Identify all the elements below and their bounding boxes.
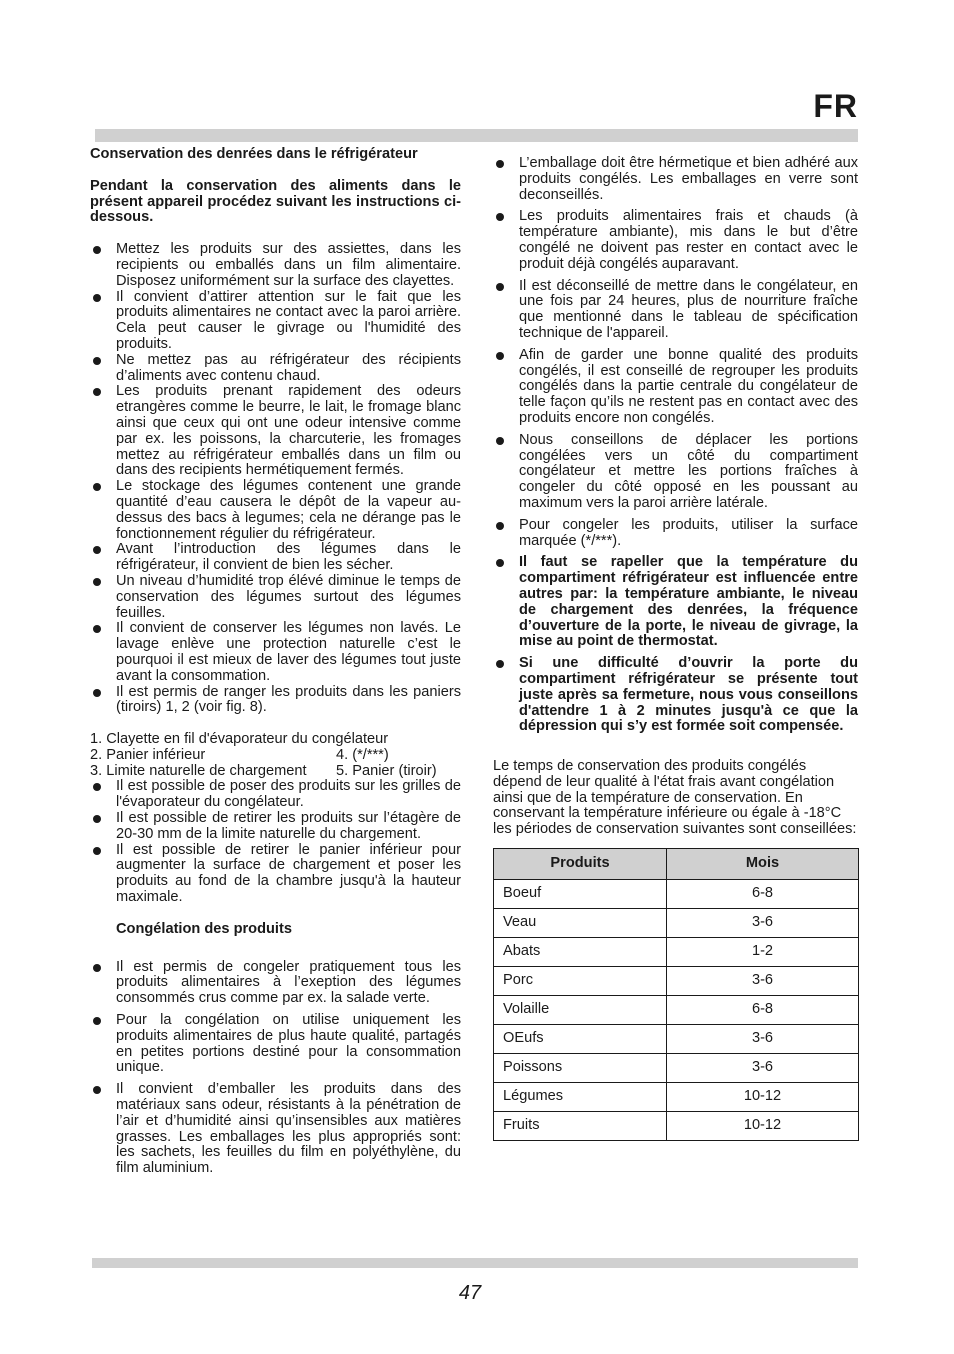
figure-legend xyxy=(90,732,461,779)
warning-item: Il faut se rapeller que la température du compartiment réfrigérateur est influencée entre autres par: la température ambiante, le niveau de chargement des denrées, la fréquence d’ouverture de la porte, le niveau de givrage, la mise au point de thermostat. xyxy=(493,555,858,650)
list-item: Il est possible de retirer le panier inférieur pour augmenter la surface de chargement et poser les produits au fond de la chambre jusqu'à la hauteur maximale. xyxy=(90,843,461,906)
bullet-icon xyxy=(93,1086,101,1094)
storage-table xyxy=(493,848,859,1141)
months-cell: 1-2 xyxy=(667,938,859,967)
bullet-icon xyxy=(93,847,101,855)
legend-row xyxy=(90,764,461,780)
table-row xyxy=(494,1025,859,1054)
list-item: Les produits prenant rapidement des odeurs etrangères comme le beurre, le lait, le fromage blanc ainsi que ceux qui ont une odeur intensive comme par ex. les poissons, la charcuterie, les fromages mettez au réfrigérateur emballés dans un film ou dans des recipients hermétiquement fermés. xyxy=(90,384,461,479)
table-row xyxy=(494,1083,859,1112)
storage-intro: Le temps de conservation des produits congélés dépend de leur qualité à l'état frais avant congélation ainsi que de la température de conservation. En conservant la température inférieure ou égale à -18°C les périodes de conservation suivantes sont conseillées: xyxy=(493,758,857,838)
product-cell: OEufs xyxy=(494,1025,667,1054)
footer-divider xyxy=(92,1258,858,1268)
bullet-icon xyxy=(93,546,101,554)
bullet-icon xyxy=(93,815,101,823)
months-cell: 3-6 xyxy=(667,1054,859,1083)
table-header-row xyxy=(494,849,859,880)
page-number: 47 xyxy=(458,1282,482,1304)
list-item: L’emballage doit être hérmetique et bien adhéré aux produits congélés. Les emballages en verre sont deconseillés. xyxy=(493,156,858,203)
refrigerator-tips-list xyxy=(90,242,461,716)
bullet-icon xyxy=(496,283,504,291)
bullet-icon xyxy=(93,578,101,586)
list-item: Il est possible de retirer les produits sur l’étagère de 20-30 mm de la limite naturelle du chargement. xyxy=(90,811,461,843)
bullet-icon xyxy=(93,246,101,254)
bullet-icon xyxy=(93,1017,101,1025)
warning-item: Si une difficulté d’ouvrir la porte du compartiment réfrigérateur se présente tout juste après sa fermeture, nous vous conseillons d'attendre 1 à 2 minutes jusqu'à ce que la dépression qui s’y est formée soit compensée. xyxy=(493,656,858,735)
list-item: Avant l’introduction des légumes dans le réfrigérateur, il convient de bien les sécher. xyxy=(90,542,461,574)
freezing-subheading: Congélation des produits xyxy=(116,920,292,937)
table-row xyxy=(494,967,859,996)
bullet-icon xyxy=(496,660,504,668)
list-item: Afin de garder une bonne qualité des produits congélés, il est conseillé de regrouper les produits congélés dans la partie centrale du congélateur de telle façon qu’ils ne restent pas en contact avec des produits encore non congélés. xyxy=(493,348,858,427)
column-header: Mois xyxy=(667,849,859,880)
legend-item: 3. Limite naturelle de chargement xyxy=(90,762,307,779)
list-item: Il est permis de congeler pratiquement tous les produits alimentaires à l’exeption des légumes consommés crus comme par ex. la salade verte. xyxy=(90,960,461,1007)
left-column xyxy=(90,147,461,1177)
legend-item: 1. Clayette en fil d'évaporateur du congélateur xyxy=(90,731,389,748)
product-cell: Poissons xyxy=(494,1054,667,1083)
list-item: Mettez les produits sur des assiettes, dans les recipients ou emballés dans un film alimentaire. Disposez uniformément sur la surface des clayettes. xyxy=(90,242,461,289)
list-item: Pour la congélation on utilise uniquement les produits alimentaires de plus haute qualité, partagés en petites portions destiné pour la consommation unique. xyxy=(90,1013,461,1076)
list-item: Il convient d’emballer les produits dans des matériaux sans odeur, résistants à la pénétration de l’air et d’humidité ainsi qu’insensibles aux matières grasses. Les emballages les plus appropriés sont: les sachets, les feuilles du film en polyéthylène, du film aluminium. xyxy=(90,1082,461,1177)
table-row xyxy=(494,1112,859,1141)
months-cell: 3-6 xyxy=(667,967,859,996)
bullet-icon xyxy=(93,689,101,697)
bullet-icon xyxy=(93,483,101,491)
table-row xyxy=(494,996,859,1025)
months-cell: 10-12 xyxy=(667,1112,859,1141)
product-cell: Veau xyxy=(494,909,667,938)
list-item: Il est permis de ranger les produits dans les paniers (tiroirs) 1, 2 (voir fig. 8). xyxy=(90,685,461,717)
legend-row xyxy=(90,732,461,748)
freezing-guidelines-list xyxy=(493,156,858,735)
product-cell: Abats xyxy=(494,938,667,967)
months-cell: 6-8 xyxy=(667,996,859,1025)
product-cell: Fruits xyxy=(494,1112,667,1141)
section-heading: Conservation des denrées dans le réfrigérateur xyxy=(90,146,418,162)
product-cell: Volaille xyxy=(494,996,667,1025)
right-column xyxy=(493,156,858,1141)
list-item: Le stockage des légumes contenent une grande quantité d’eau causera le dépôt de la vapeur au-dessus des bacs à legumes; cela ne dérange pas le fonctionnement régulier du réfrigérateur. xyxy=(90,479,461,542)
bullet-icon xyxy=(93,357,101,365)
list-item: Pour congeler les produits, utiliser la surface marquée (*/***). xyxy=(493,518,858,550)
shelf-tips-list xyxy=(90,779,461,905)
list-item: Il convient d’attirer attention sur le fait que les produits alimentaires ne contact avec la paroi arrière. Cela peut causer le givrage ou l'humidité des produits. xyxy=(90,290,461,353)
list-item: Il est déconseillé de mettre dans le congélateur, en une fois par 24 heures, plus de nourriture fraîche que mentionné dans le tableau de spécification technique de l'appareil. xyxy=(493,279,858,342)
months-cell: 10-12 xyxy=(667,1083,859,1112)
bullet-icon xyxy=(496,559,504,567)
section-intro: Pendant la conservation des aliments dans le présent appareil procédez suivant les instructions ci-dessous. xyxy=(90,177,461,226)
list-item: Il est possible de poser des produits sur les grilles de l'évaporateur du congélateur. xyxy=(90,779,461,811)
bullet-icon xyxy=(93,294,101,302)
bullet-icon xyxy=(496,160,504,168)
list-item: Nous conseillons de déplacer les portions congélées vers un côté du compartiment congélateur et mettre les portions fraîches à congeler du côté opposé en les poussant au maximum vers la paroi arrière latérale. xyxy=(493,433,858,512)
bullet-icon xyxy=(93,783,101,791)
bullet-icon xyxy=(496,213,504,221)
bullet-icon xyxy=(496,437,504,445)
legend-row xyxy=(90,748,461,764)
header-divider xyxy=(95,129,858,142)
bullet-icon xyxy=(93,625,101,633)
months-cell: 6-8 xyxy=(667,880,859,909)
table-row xyxy=(494,1054,859,1083)
product-cell: Boeuf xyxy=(494,880,667,909)
legend-item: 4. (*/***) xyxy=(336,746,389,763)
bullet-icon xyxy=(93,388,101,396)
list-item: Les produits alimentaires frais et chauds (à température ambiante), mis dans le but d’être congélé ne doivent pas rester en contact avec le produit déjà congélés auparavant. xyxy=(493,209,858,272)
table-row xyxy=(494,880,859,909)
legend-item: 5. Panier (tiroir) xyxy=(336,762,437,779)
legend-item: 2. Panier inférieur xyxy=(90,746,206,763)
bullet-icon xyxy=(93,964,101,972)
list-item: Ne mettez pas au réfrigérateur des récipients d’aliments avec contenu chaud. xyxy=(90,353,461,385)
months-cell: 3-6 xyxy=(667,1025,859,1054)
list-item: Il convient de conserver les légumes non lavés. Le lavage enlève une protection naturelle c’est le pourquoi il est mieux de laver des légumes tout juste avant la consommation. xyxy=(90,621,461,684)
freezing-tips-list xyxy=(90,960,461,1177)
language-code: FR xyxy=(813,88,858,124)
product-cell: Légumes xyxy=(494,1083,667,1112)
table-row xyxy=(494,909,859,938)
product-cell: Porc xyxy=(494,967,667,996)
months-cell: 3-6 xyxy=(667,909,859,938)
bullet-icon xyxy=(496,352,504,360)
bullet-icon xyxy=(496,522,504,530)
list-item: Un niveau d’humidité trop élévé diminue le temps de conservation des légumes surtout des légumes feuilles. xyxy=(90,574,461,621)
column-header: Produits xyxy=(494,849,667,880)
table-row xyxy=(494,938,859,967)
